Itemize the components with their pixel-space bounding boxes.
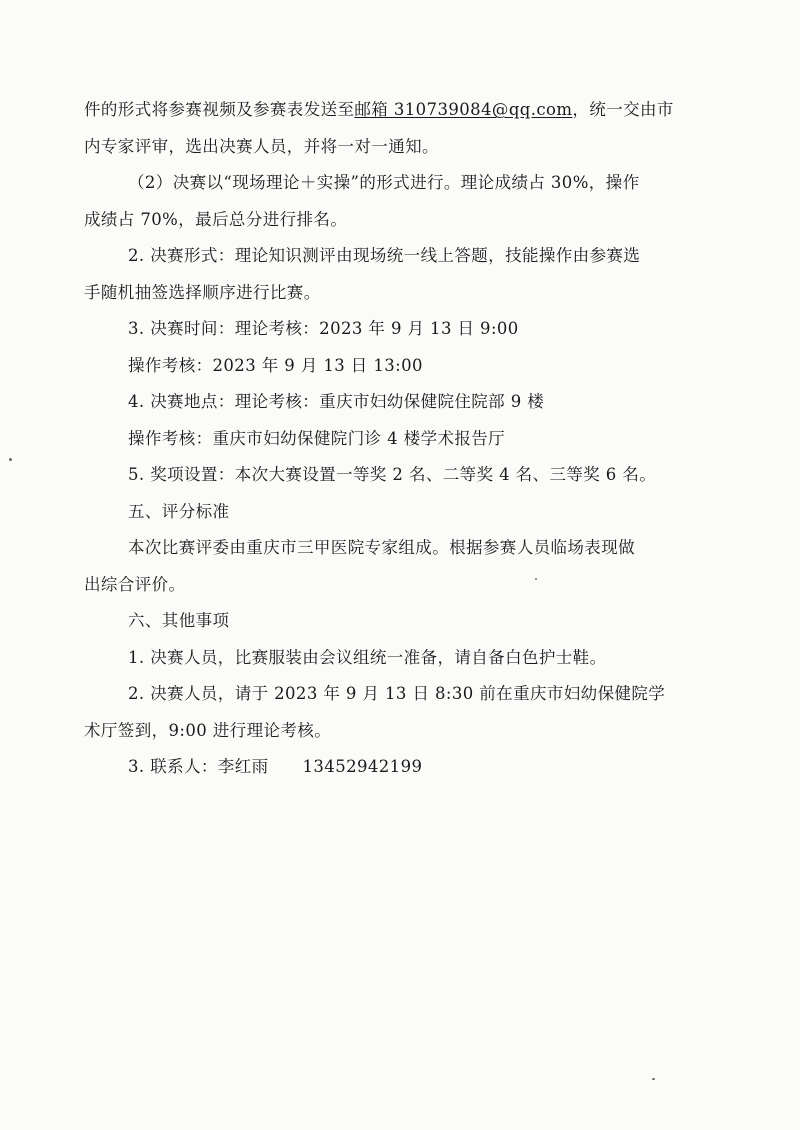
text-line: 手随机抽签选择顺序进行比赛。 [84, 282, 321, 302]
document-body [84, 92, 716, 786]
paragraph-line: 操作考核：2023 年 9 月 13 日 13:00 [128, 355, 423, 375]
text-line: 成绩占 70%，最后总分进行排名。 [84, 209, 348, 229]
section-heading: 六、其他事项 [128, 611, 230, 630]
paragraph-line: 2. 决赛形式：理论知识测评由现场统一线上答题，技能操作由参赛选 [128, 246, 641, 265]
scan-speck [652, 1078, 655, 1080]
text-segment: ，统一交由市 [572, 100, 674, 119]
scan-speck [535, 578, 537, 580]
text-segment: 件的形式将参赛视频及参赛表发送至 [84, 100, 355, 119]
contact-label: 3. 联系人：李红雨 [128, 757, 269, 776]
paragraph-line: 5. 奖项设置：本次大赛设置一等奖 2 名、二等奖 4 名、三等奖 6 名。 [128, 465, 657, 484]
section-heading: 五、评分标准 [128, 501, 230, 521]
text-line [84, 92, 716, 129]
scan-speck [9, 458, 12, 461]
contact-phone: 13452942199 [302, 757, 423, 776]
email-link[interactable]: 邮箱 310739084@qq.com [354, 100, 573, 119]
paragraph-line: 2. 决赛人员，请于 2023 年 9 月 13 日 8:30 前在重庆市妇幼保健院学 [128, 684, 666, 703]
paragraph-line: （2）决赛以“现场理论＋实操”的形式进行。理论成绩占 30%，操作 [128, 173, 640, 192]
text-line: 内专家评审，选出决赛人员，并将一对一通知。 [84, 136, 439, 156]
paragraph-line: 本次比赛评委由重庆市三甲医院专家组成。根据参赛人员临场表现做 [128, 538, 635, 557]
paragraph-line: 3. 决赛时间：理论考核：2023 年 9 月 13 日 9:00 [128, 319, 519, 338]
paragraph-line: 1. 决赛人员，比赛服装由会议组统一准备，请自备白色护士鞋。 [128, 647, 607, 667]
contact-line [84, 749, 716, 786]
text-line: 出综合评价。 [84, 574, 186, 594]
text-line: 术厅签到，9:00 进行理论考核。 [84, 720, 332, 740]
paragraph-line: 4. 决赛地点：理论考核：重庆市妇幼保健院住院部 9 楼 [128, 392, 545, 411]
paragraph-line: 操作考核：重庆市妇幼保健院门诊 4 楼学术报告厅 [128, 428, 506, 448]
